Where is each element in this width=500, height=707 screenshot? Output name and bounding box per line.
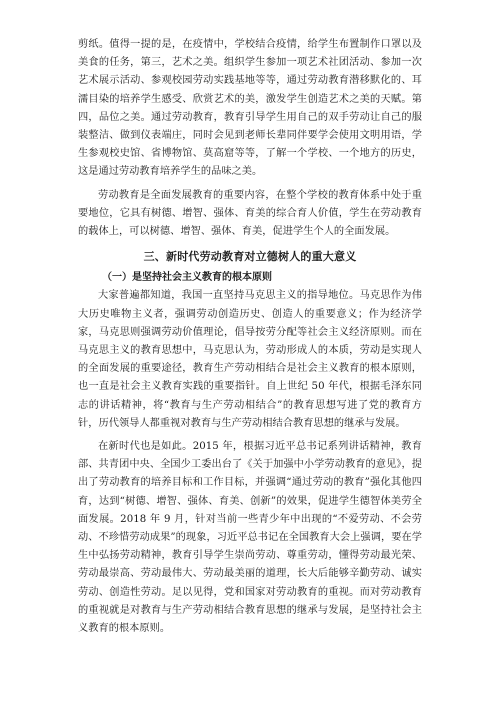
section-heading: 三、新时代劳动教育对立德树人的重大意义 [143,250,357,264]
subsection-heading: （一）是坚持社会主义教育的根本原则 [102,272,272,284]
paragraph-art-beauty: 剪纸。值得一提的是，在疫情中，学校结合疫情，给学生布置制作口罩以及美食的任务，第三，艺术之美。组织学生参加一项艺术社团活动、参加一次艺术展示活动、参观校园劳动实践基地等等，通过劳动教育潜移默化的、耳濡目染的培养学生感受、欣赏艺术的美，激发学生创造艺术之美的天赋。第四，品位之美。通过劳动教育，教育引导学生用自己的双手劳动让自己的服装整洁、做到仪表端庄，同时会见到老师长辈同伴要学会使用文明用语，学生参观校史馆、省博物馆、莫高窟等等，了解一个学校、一个地方的历史，这是通过劳动教育培养学生的品味之美。 [78,39,422,178]
paragraph-new-era: 在新时代也是如此。2015 年，根据习近平总书记系列讲话精神，教育部、共青团中央、全国少工委出台了《关于加强中小学劳动教育的意见》，提出了劳动教育的培养目标和工作目标，并强调“通过劳动的教育”强化其他四育，达到“树德、增智、强体、育美、创新”的效果，促进学生德智体美劳全面发展。2018 年 9 月，针对当前一些青少年中出现的“不爱劳动、不会劳动、不珍惜劳动成果”的现象，习近平总书记在全国教育大会上强调，要在学生中弘扬劳动精神，教育引导学生崇尚劳动、尊重劳动，懂得劳动最光荣、劳动最崇高、劳动最伟大、劳动最美丽的道理，长大后能够辛勤劳动、诚实劳动、创造性劳动。足以见得，党和国家对劳动教育的重视。而对劳动教育的重视就是对教育与生产劳动相结合教育思想的继承与发展，是坚持社会主义教育的根本原则。 [78,441,422,635]
paragraph-marxism-principle: 大家普遍都知道，我国一直坚持马克思主义的指导地位。马克思作为伟大历史唯物主义者，强调劳动创造历史、创造人的重要意义；作为经济学家，马克思则强调劳动价值理论，倡导按劳分配等社会主义经济原则。而在马克思主义的教育思想中，马克思认为，劳动形成人的本质，劳动是实现人的全面发展的重要途径，教育生产劳动相结合是社会主义教育的根本原则，也一直是社会主义教育实践的重要指针。自上世纪 50 年代，根据毛泽东同志的讲话精神，将“教育与生产劳动相结合”的教育思想写进了党的教育方针，历代领导人都重视对教育与生产劳动相结合教育思想的继承与发展。 [78,290,422,429]
paragraph-labor-education-summary: 劳动教育是全面发展教育的重要内容，在整个学校的教育体系中处于重要地位，它具有树德、增智、强体、育美的综合育人价值，学生在劳动教育的载体上，可以树德、增智、强体、育美，促进学生个人的全面发展。 [78,189,422,238]
